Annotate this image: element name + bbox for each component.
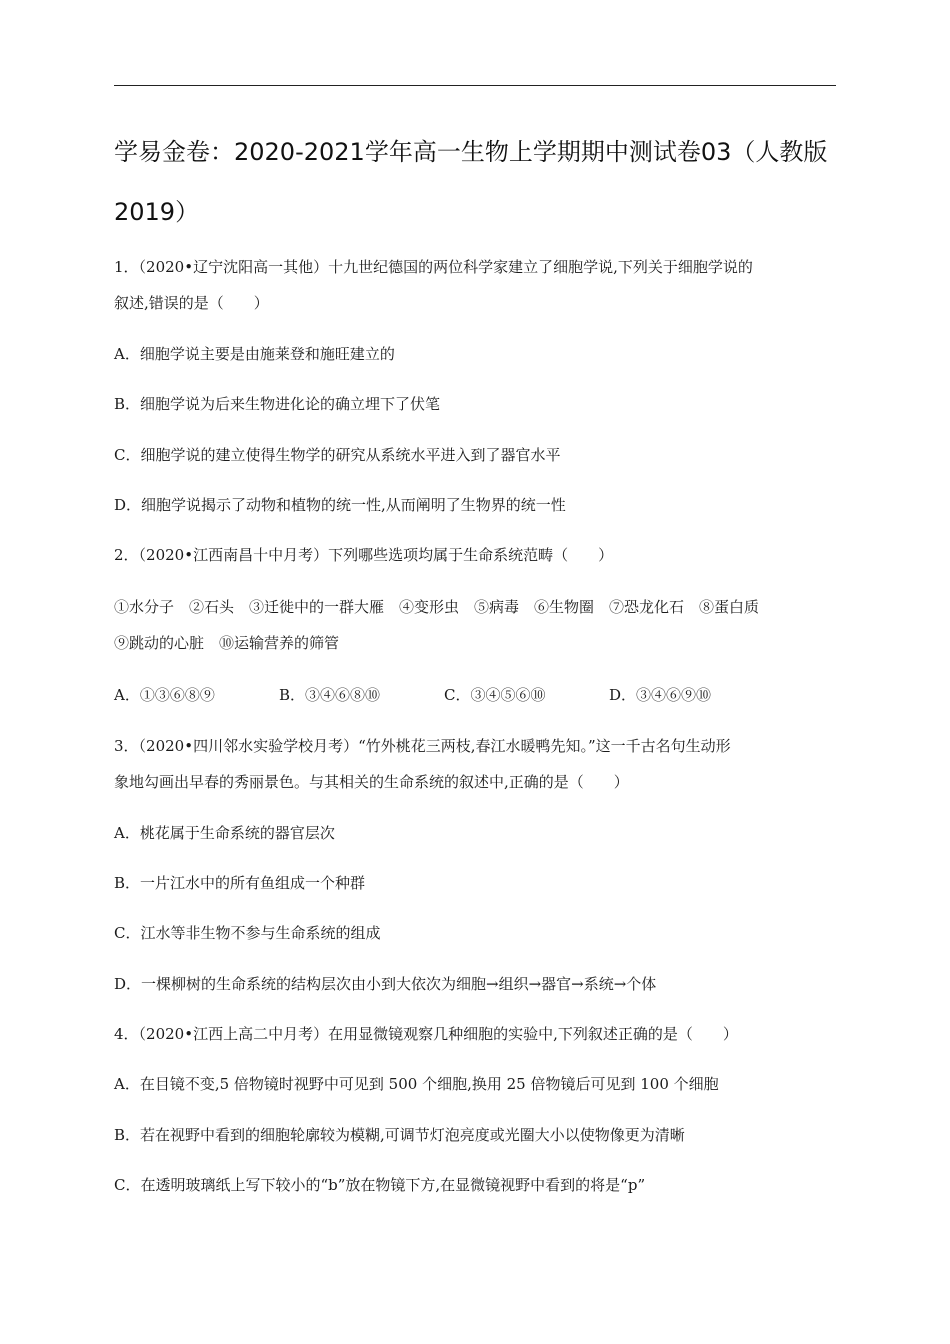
q2-options-row xyxy=(114,684,844,705)
q2-items-line-1: ①水分子 ②石头 ③迁徙中的一群大雁 ④变形虫 ⑤病毒 ⑥生物圈 ⑦恐龙化石 ⑧蛋白质 xyxy=(114,598,760,616)
q2-option-d: D．③④⑥⑨⑩ xyxy=(609,686,712,704)
document-title-line-2: 2019） xyxy=(114,198,200,226)
q3-stem-line-2: 象地勾画出早春的秀丽景色。与其相关的生命系统的叙述中,正确的是（ ） xyxy=(114,773,629,791)
q2-option-c: C．③④⑤⑥⑩ xyxy=(444,686,546,704)
q1-stem-line-1: 1．（2020•辽宁沈阳高一其他）十九世纪德国的两位科学家建立了细胞学说,下列关于细胞学说的 xyxy=(114,258,753,276)
q1-stem-line-2: 叙述,错误的是（ ） xyxy=(114,294,269,312)
q4-stem-line-1: 4．（2020•江西上高二中月考）在用显微镜观察几种细胞的实验中,下列叙述正确的是（ ） xyxy=(114,1025,738,1043)
q3-option-d: D．一棵柳树的生命系统的结构层次由小到大依次为细胞→组织→器官→系统→个体 xyxy=(114,975,657,993)
q4-option-b: B．若在视野中看到的细胞轮廓较为模糊,可调节灯泡亮度或光圈大小以使物像更为清晰 xyxy=(114,1126,685,1144)
q1-option-a: A．细胞学说主要是由施莱登和施旺建立的 xyxy=(114,345,395,363)
q3-option-b: B．一片江水中的所有鱼组成一个种群 xyxy=(114,874,366,892)
q2-option-b: B．③④⑥⑧⑩ xyxy=(279,686,381,704)
q4-option-a: A．在目镜不变,5 倍物镜时视野中可见到 500 个细胞,换用 25 倍物镜后可见到 100 个细胞 xyxy=(114,1075,719,1093)
q2-stem-line-1: 2．（2020•江西南昌十中月考）下列哪些选项均属于生命系统范畴（ ） xyxy=(114,546,614,564)
q1-option-c: C．细胞学说的建立使得生物学的研究从系统水平进入到了器官水平 xyxy=(114,446,561,464)
q4-option-c: C．在透明玻璃纸上写下较小的“b”放在物镜下方,在显微镜视野中看到的将是“p” xyxy=(114,1176,646,1194)
document-title-line-1: 学易金卷：2020-2021学年高一生物上学期期中测试卷03（人教版 xyxy=(114,138,828,166)
q3-option-c: C．江水等非生物不参与生命系统的组成 xyxy=(114,924,381,942)
q2-option-a: A．①③⑥⑧⑨ xyxy=(114,686,215,704)
q1-option-b: B．细胞学说为后来生物进化论的确立埋下了伏笔 xyxy=(114,395,441,413)
header-rule xyxy=(114,85,836,86)
q3-option-a: A．桃花属于生命系统的器官层次 xyxy=(114,824,335,842)
q2-items-line-2: ⑨跳动的心脏 ⑩运输营养的筛管 xyxy=(114,634,340,652)
q1-option-d: D．细胞学说揭示了动物和植物的统一性,从而阐明了生物界的统一性 xyxy=(114,496,566,514)
q3-stem-line-1: 3．（2020•四川邻水实验学校月考）“竹外桃花三两枝,春江水暖鸭先知。”这一千古名句生动形 xyxy=(114,737,731,755)
